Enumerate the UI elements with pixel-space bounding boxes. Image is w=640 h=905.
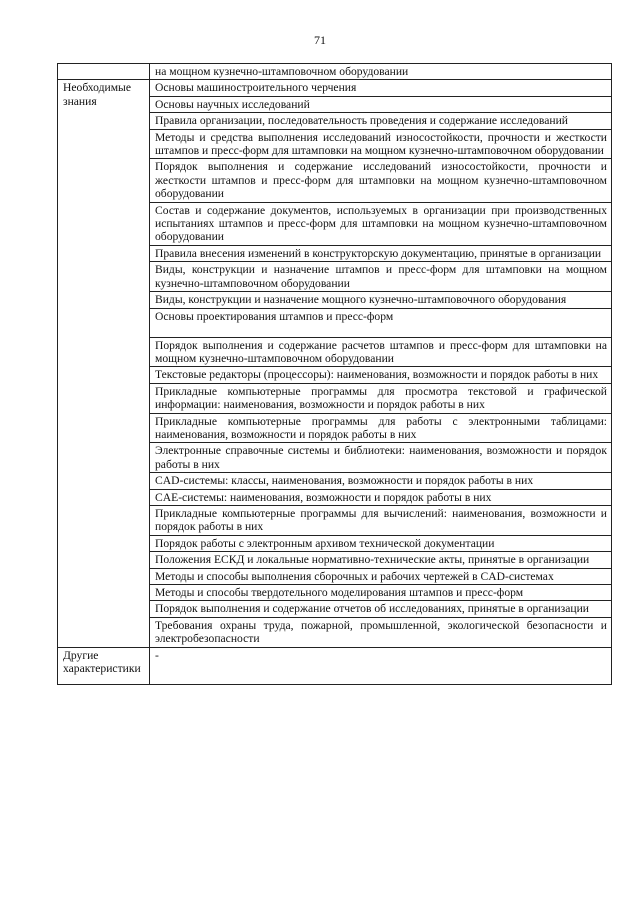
knowledge-item: CAE-системы: наименования, возможности и порядок работы в них [150, 489, 612, 505]
table-row [58, 80, 612, 96]
page-number: 71 [314, 33, 326, 47]
knowledge-label: Необходимые знания [58, 80, 150, 647]
knowledge-item: Порядок выполнения и содержание отчетов об исследованиях, принятые в организации [150, 601, 612, 617]
other-characteristics-value: - [150, 647, 612, 684]
knowledge-item: Прикладные компьютерные программы для работы с электронными таблицами: наименования, возможности и порядок работы в них [150, 413, 612, 443]
knowledge-item: Прикладные компьютерные программы для просмотра текстовой и графической информации: наименования, возможности и порядок работы в них [150, 383, 612, 413]
knowledge-item: Методы и способы выполнения сборочных и рабочих чертежей в CAD-системах [150, 568, 612, 584]
knowledge-item: Положения ЕСКД и локальные нормативно-технические акты, принятые в организации [150, 552, 612, 568]
requirements-table [57, 63, 612, 685]
table-row [58, 647, 612, 684]
other-characteristics-label: Другие характеристики [58, 647, 150, 684]
knowledge-item: Основы проектирования штампов и пресс-форм [150, 308, 612, 337]
knowledge-item: Прикладные компьютерные программы для вычислений: наименования, возможности и порядок работы в них [150, 505, 612, 535]
knowledge-item: Порядок выполнения и содержание расчетов штампов и пресс-форм для штамповки на мощном кузнечно-штамповочном оборудовании [150, 337, 612, 367]
continued-item: на мощном кузнечно-штамповочном оборудовании [150, 64, 612, 80]
knowledge-item: Текстовые редакторы (процессоры): наименования, возможности и порядок работы в них [150, 367, 612, 383]
empty-label-cell [58, 64, 150, 80]
knowledge-item: Порядок выполнения и содержание исследований износостойкости, прочности и жесткости штампов и пресс-форм для штамповки на мощном кузнечно-штамповочном оборудовании [150, 159, 612, 202]
knowledge-item: CAD-системы: классы, наименования, возможности и порядок работы в них [150, 473, 612, 489]
knowledge-item: Электронные справочные системы и библиотеки: наименования, возможности и порядок работы в них [150, 443, 612, 473]
knowledge-item: Основы научных исследований [150, 96, 612, 112]
knowledge-item: Методы и средства выполнения исследований износостойкости, прочности и жесткости штампов и пресс-форм для штамповки на мощном кузнечно-штамповочном оборудовании [150, 129, 612, 159]
knowledge-item: Требования охраны труда, пожарной, промышленной, экологической безопасности и электробезопасности [150, 617, 612, 647]
knowledge-item: Основы машиностроительного черчения [150, 80, 612, 96]
knowledge-item: Правила организации, последовательность проведения и содержание исследований [150, 113, 612, 129]
knowledge-item: Правила внесения изменений в конструкторскую документацию, принятые в организации [150, 245, 612, 261]
knowledge-item: Виды, конструкции и назначение мощного кузнечно-штамповочного оборудования [150, 292, 612, 308]
knowledge-item: Методы и способы твердотельного моделирования штампов и пресс-форм [150, 585, 612, 601]
knowledge-item: Порядок работы с электронным архивом технической документации [150, 535, 612, 551]
knowledge-item: Состав и содержание документов, используемых в организации при производственных испытаниях штампов и пресс-форм для штамповки на мощном кузнечно-штамповочном оборудовании [150, 202, 612, 245]
knowledge-item: Виды, конструкции и назначение штампов и пресс-форм для штамповки на мощном кузнечно-штамповочном оборудовании [150, 262, 612, 292]
table-row [58, 64, 612, 80]
